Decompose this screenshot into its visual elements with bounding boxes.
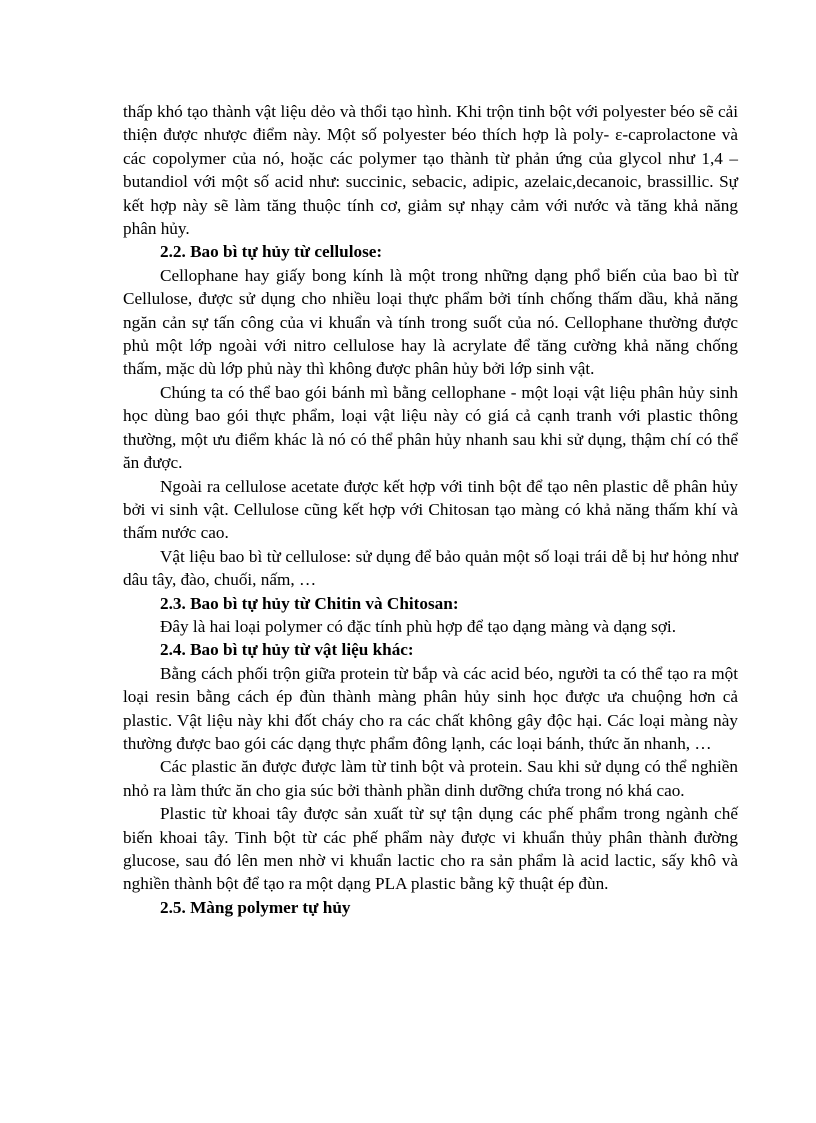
paragraph-starch-polyester: thấp khó tạo thành vật liệu dẻo và thổi tạo hình. Khi trộn tinh bột với polyester béo sẽ cải thiện được nhược điểm này. Một số polyester béo thích hợp là poly- ε-caprolactone và các copolymer của nó, hoặc các polymer tạo thành từ phản ứng của glycol như 1,4 – butandiol với một số acid như: succinic, sebacic, adipic, azelaic,decanoic, brassillic. Sự kết hợp này sẽ làm tăng thuộc tính cơ, giảm sự nhạy cảm với nước và tăng khả năng phân hủy. — [123, 102, 738, 239]
paragraph-potato-plastic: Plastic từ khoai tây được sản xuất từ sự tận dụng các phế phẩm trong ngành chế biến khoai tây. Tinh bột từ các phế phẩm này được vi khuẩn thủy phân thành đường glucose, sau đó lên men nhờ vi khuẩn lactic cho ra sản phẩm là acid lactic, sấy khô và nghiền thành bột để tạo ra một dạng PLA plastic bằng kỹ thuật ép đùn. — [123, 804, 738, 894]
paragraph-corn-protein-resin: Bằng cách phối trộn giữa protein từ bắp và các acid béo, người ta có thể tạo ra một loại resin bằng cách ép đùn thành màng phân hủy sinh học được ưa chuộng hơn cả plastic. Vật liệu này khi đốt cháy cho ra các chất không gây độc hại. Các loại màng này thường được bao gói các dạng thực phẩm đông lạnh, các loại bánh, thức ăn nhanh, … — [123, 663, 738, 753]
heading-self-destruct-film: 2.5. Màng polymer tự hủy — [160, 897, 351, 917]
heading-cellulose-packaging: 2.2. Bao bì tự hủy từ cellulose: — [160, 242, 383, 262]
paragraph-bread-wrapping: Chúng ta có thể bao gói bánh mì bằng cellophane - một loại vật liệu phân hủy sinh học dùng bao gói thực phẩm, loại vật liệu này có giá cả cạnh tranh với plastic thông thường, một ưu điểm khác là nó có thể phân hủy nhanh sau khi sử dụng, thậm chí có thể ăn được. — [123, 382, 738, 473]
paragraph-chitin-polymer: Đây là hai loại polymer có đặc tính phù hợp để tạo dạng màng và dạng sợi. — [160, 616, 677, 636]
heading-other-materials: 2.4. Bao bì tự hủy từ vật liệu khác: — [160, 640, 414, 660]
paragraph-cellulose-acetate: Ngoài ra cellulose acetate được kết hợp với tinh bột để tạo nên plastic dễ phân hủy bởi vi sinh vật. Cellulose cũng kết hợp với Chitosan tạo màng có khả năng thấm khí và thấm nước cao. — [123, 476, 738, 543]
document-page — [123, 100, 738, 919]
heading-chitin-chitosan: 2.3. Bao bì tự hủy từ Chitin và Chitosan: — [160, 593, 459, 613]
paragraph-cellulose-fruit: Vật liệu bao bì từ cellulose: sử dụng để bảo quản một số loại trái dễ bị hư hỏng như dâu tây, đào, chuối, nấm, … — [123, 546, 738, 590]
paragraph-cellophane: Cellophane hay giấy bong kính là một trong những dạng phổ biến của bao bì từ Cellulose, được sử dụng cho nhiều loại thực phẩm bởi tính chống thấm dầu, khả năng ngăn cản sự tấn công của vi khuẩn và tính trong suốt của nó. Cellophane thường được phủ một lớp ngoài với nitro cellulose hay là acrylate để tăng cường khả năng chống thấm, mặc dù lớp phủ này thì không được phân hủy bởi lớp sinh vật. — [123, 265, 738, 379]
paragraph-edible-plastic: Các plastic ăn được được làm từ tinh bột và protein. Sau khi sử dụng có thể nghiền nhỏ ra làm thức ăn cho gia súc bởi thành phần dinh dưỡng chứa trong nó khá cao. — [123, 757, 738, 800]
